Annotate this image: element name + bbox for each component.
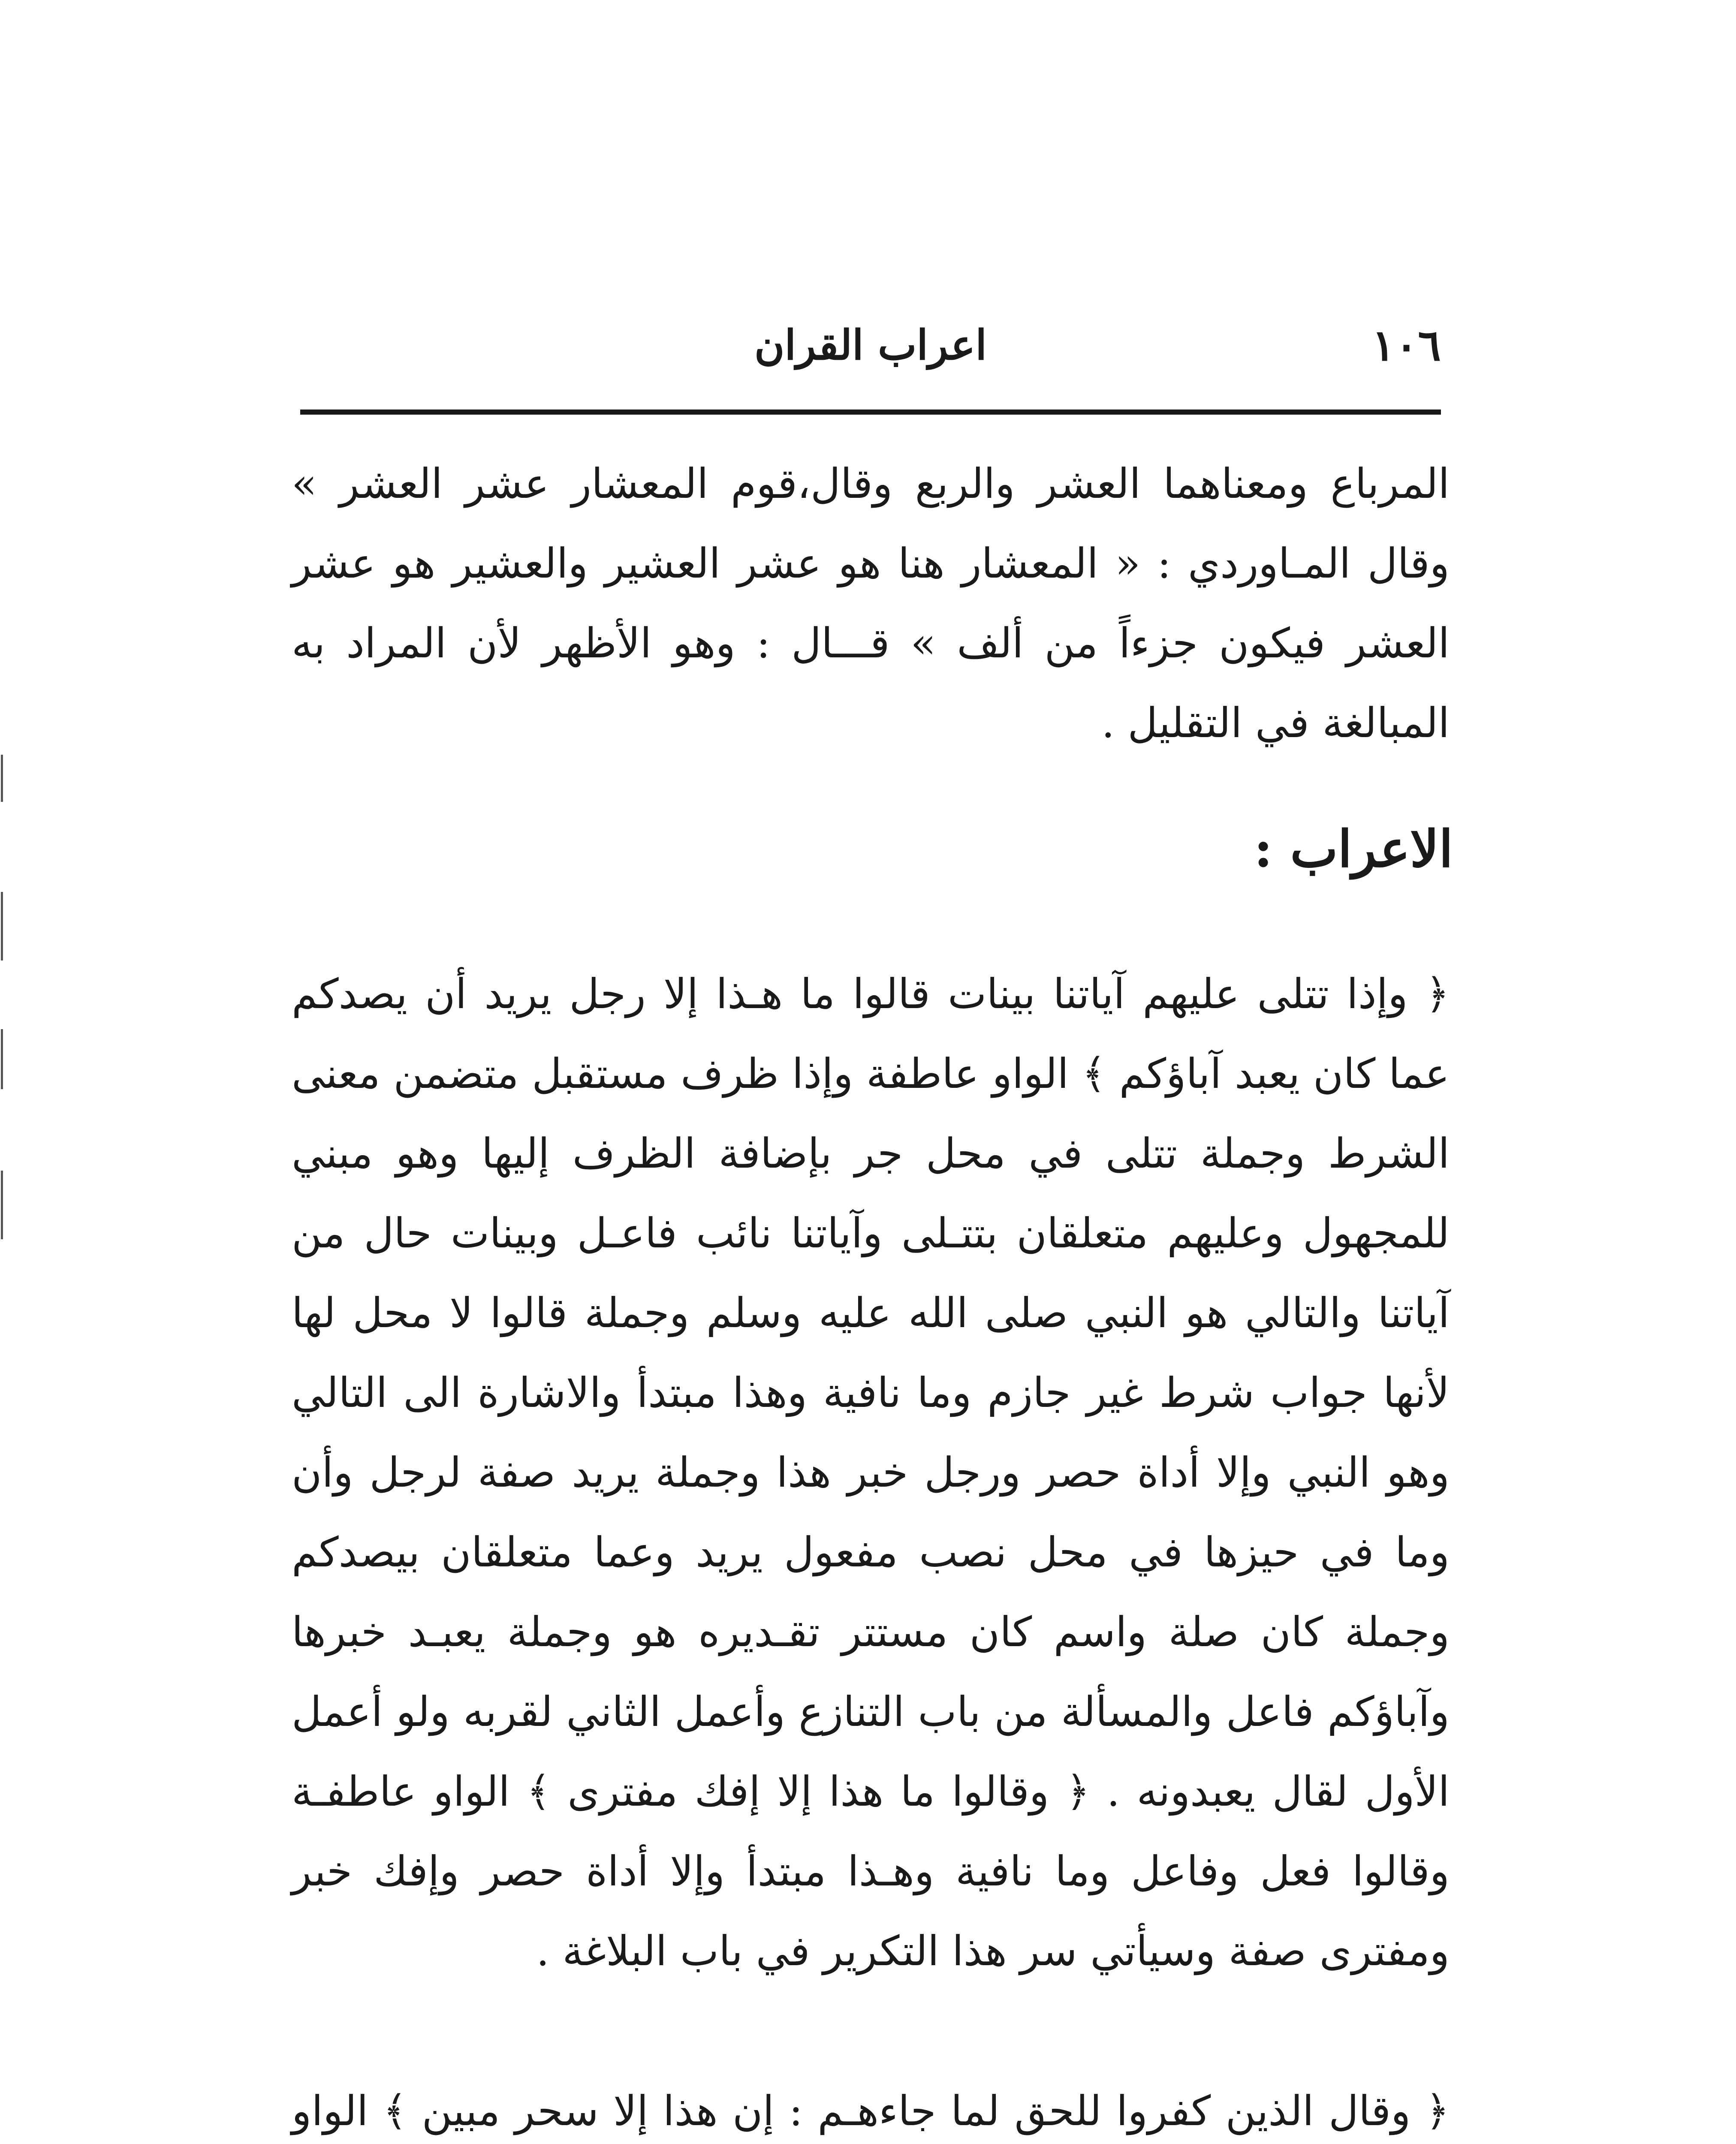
section-heading: الاعراب : [1254, 819, 1453, 879]
page-header [300, 317, 1441, 416]
header-rule [300, 410, 1441, 415]
margin-mark [1, 892, 3, 961]
closing-paragraph: ﴿ وقال الذين كفروا للحق لما جاءهـم : إن هذا إلا سحر مبين ﴾ الواو [292, 2087, 1450, 2135]
page-number: ١٠٦ [1371, 320, 1441, 370]
analysis-paragraph: ﴿ وإذا تتلى عليهم آياتنا بينات قالوا ما هـذا إلا رجل يريد أن يصدكم عما كان يعبد آباؤكم ﴾ الواو عاطفة وإذا ظرف مستقبل متضمن معنى الشرط وجملة تتلى في محل جر بإضافة الظرف إليها وهو مبني للمجهول وعليهم متعلقان بتتـلى وآياتنا نائب فاعـل وبينات حال من آياتنا والتالي هو النبي صلى الله عليه وسلم وجملة قالوا لا محل لها لأنها جواب شرط غير جازم وما نافية وهذا مبتدأ والاشارة الى التالي وهو النبي وإلا أداة حصر ورجل خبر هذا وجملة يريد صفة لرجل وأن وما في حيزها في محل نصب مفعول يريد وعما متعلقان بيصدكم وجملة كان صلة واسم كان مستتر تقـديره هو وجملة يعبـد خبرها وآباؤكم فاعل والمسألة من باب التنازع وأعمل الثاني لقربه ولو أعمل الأول لقال يعبدونه . ﴿ وقالوا ما هذا إلا إفك مفترى ﴾ الواو عاطفـة وقالوا فعل وفاعل وما نافية وهـذا مبتدأ وإلا أداة حصر وإفك خبر ومفترى صفة وسيأتي سر هذا التكرير في باب البلاغة . [292, 970, 1450, 1975]
intro-paragraph: المرباع ومعناهما العشر والربع وقال،قوم المعشار عشر العشر » وقال المـاوردي : « المعشار هنا هو عشر العشير والعشير هو عشر العشر فيكون جزءاً من ألف » قـــال : وهو الأظهر لأن المراد به المبالغة في التقليل . [292, 460, 1450, 747]
margin-mark [1, 1171, 3, 1239]
margin-mark [1, 755, 3, 802]
margin-mark [1, 1029, 3, 1089]
running-title: اعراب القران [754, 321, 987, 369]
